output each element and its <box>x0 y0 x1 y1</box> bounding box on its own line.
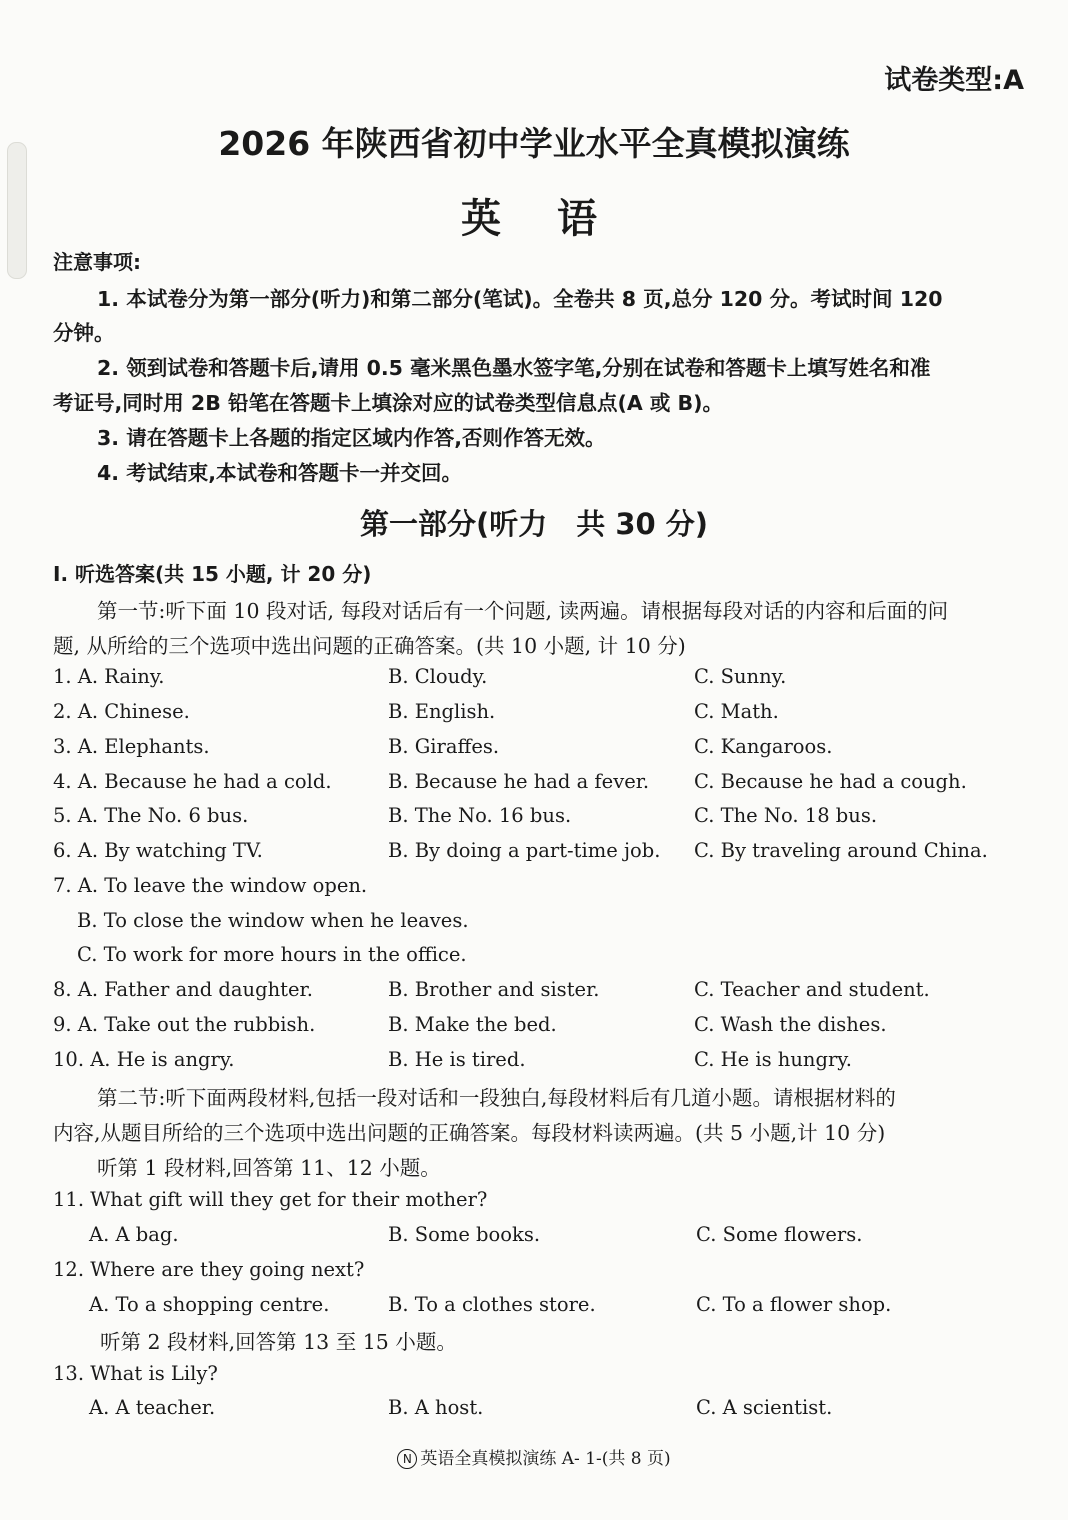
part-one-heading: 第一部分(听力 共 30 分) <box>359 507 709 541</box>
q4-option-b: B. Because he had a fever. <box>388 770 650 793</box>
q9-option-c: C. Wash the dishes. <box>694 1013 887 1036</box>
notice-line-1: 1. 本试卷分为第一部分(听力)和第二部分(笔试)。全卷共 8 页,总分 120 分。考试时间 120 <box>97 287 943 311</box>
q10-option-c: C. He is hungry. <box>694 1048 852 1071</box>
subject-title <box>0 187 1068 244</box>
q12-option-c: C. To a flower shop. <box>696 1293 892 1316</box>
q5-option-c: C. The No. 18 bus. <box>694 804 878 827</box>
q12-stem: 12. Where are they going next? <box>53 1258 365 1281</box>
section-one-intro-line-2: 题, 从所给的三个选项中选出问题的正确答案。(共 10 小题, 计 10 分) <box>53 634 686 658</box>
notice-line-1-cont: 分钟。 <box>53 321 115 345</box>
q10-option-b: B. He is tired. <box>388 1048 526 1071</box>
q1-option-c: C. Sunny. <box>694 665 787 688</box>
q3-option-c: C. Kangaroos. <box>694 735 833 758</box>
exam-title: 2026 年陕西省初中学业水平全真模拟演练 <box>218 124 850 163</box>
notice-line-3: 3. 请在答题卡上各题的指定区域内作答,否则作答无效。 <box>97 426 606 450</box>
section-two-intro-line-1: 第二节:听下面两段材料,包括一段对话和一段独白,每段材料后有几道小题。请根据材料的 <box>97 1086 896 1110</box>
notice-line-4: 4. 考试结束,本试卷和答题卡一并交回。 <box>97 461 462 485</box>
q13-option-c: C. A scientist. <box>696 1396 833 1419</box>
q12-option-a: A. To a shopping centre. <box>89 1293 330 1316</box>
q11-stem: 11. What gift will they get for their mother? <box>53 1188 488 1211</box>
q11-option-a: A. A bag. <box>89 1223 179 1246</box>
q11-option-c: C. Some flowers. <box>696 1223 863 1246</box>
q4-option-a: 4. A. Because he had a cold. <box>53 770 332 793</box>
q13-option-b: B. A host. <box>388 1396 484 1419</box>
notice-line-2-cont: 考证号,同时用 2B 铅笔在答题卡上填涂对应的试卷类型信息点(A 或 B)。 <box>53 391 723 415</box>
q6-option-b: B. By doing a part-time job. <box>388 839 661 862</box>
q6-option-a: 6. A. By watching TV. <box>53 839 263 862</box>
section-two-intro-line-2: 内容,从题目所给的三个选项中选出问题的正确答案。每段材料读两遍。(共 5 小题,计 10 分) <box>53 1121 886 1145</box>
q4-option-c: C. Because he had a cough. <box>694 770 967 793</box>
q7-option-c: C. To work for more hours in the office. <box>77 943 467 966</box>
q2-option-b: B. English. <box>388 700 496 723</box>
q6-option-c: C. By traveling around China. <box>694 839 988 862</box>
q11-option-b: B. Some books. <box>388 1223 541 1246</box>
q2-option-a: 2. A. Chinese. <box>53 700 190 723</box>
q10-option-a: 10. A. He is angry. <box>53 1048 235 1071</box>
q1-option-b: B. Cloudy. <box>388 665 488 688</box>
q13-stem: 13. What is Lily? <box>53 1362 218 1385</box>
q12-option-b: B. To a clothes store. <box>388 1293 596 1316</box>
subject-char-2: 语 <box>557 196 607 242</box>
notice-heading: 注意事项: <box>53 250 141 274</box>
q5-option-b: B. The No. 16 bus. <box>388 804 572 827</box>
q5-option-a: 5. A. The No. 6 bus. <box>53 804 249 827</box>
material-1-instruction: 听第 1 段材料,回答第 11、12 小题。 <box>97 1156 441 1180</box>
q2-option-c: C. Math. <box>694 700 779 723</box>
material-2-instruction: 听第 2 段材料,回答第 13 至 15 小题。 <box>100 1330 457 1354</box>
q9-option-b: B. Make the bed. <box>388 1013 557 1036</box>
q3-option-b: B. Giraffes. <box>388 735 500 758</box>
page-footer <box>0 1444 1068 1469</box>
subject-char-1: 英 <box>461 196 511 242</box>
publisher-logo-icon: N <box>397 1449 417 1469</box>
section-one-heading: Ⅰ. 听选答案(共 15 小题, 计 20 分) <box>53 562 372 586</box>
notice-line-2: 2. 领到试卷和答题卡后,请用 0.5 毫米黑色墨水签字笔,分别在试卷和答题卡上填写姓名和准 <box>97 356 931 380</box>
q8-option-a: 8. A. Father and daughter. <box>53 978 313 1001</box>
q3-option-a: 3. A. Elephants. <box>53 735 210 758</box>
q7-option-b: B. To close the window when he leaves. <box>77 909 469 932</box>
paper-type-label: 试卷类型:A <box>884 65 1024 96</box>
q8-option-b: B. Brother and sister. <box>388 978 600 1001</box>
q1-option-a: 1. A. Rainy. <box>53 665 165 688</box>
q9-option-a: 9. A. Take out the rubbish. <box>53 1013 316 1036</box>
footer-text: 英语全真模拟演练 A- 1-(共 8 页) <box>420 1449 671 1469</box>
q7-option-a: 7. A. To leave the window open. <box>53 874 368 897</box>
section-one-intro-line-1: 第一节:听下面 10 段对话, 每段对话后有一个问题, 读两遍。请根据每段对话的内容和后面的问 <box>97 599 949 623</box>
q13-option-a: A. A teacher. <box>89 1396 216 1419</box>
q8-option-c: C. Teacher and student. <box>694 978 930 1001</box>
